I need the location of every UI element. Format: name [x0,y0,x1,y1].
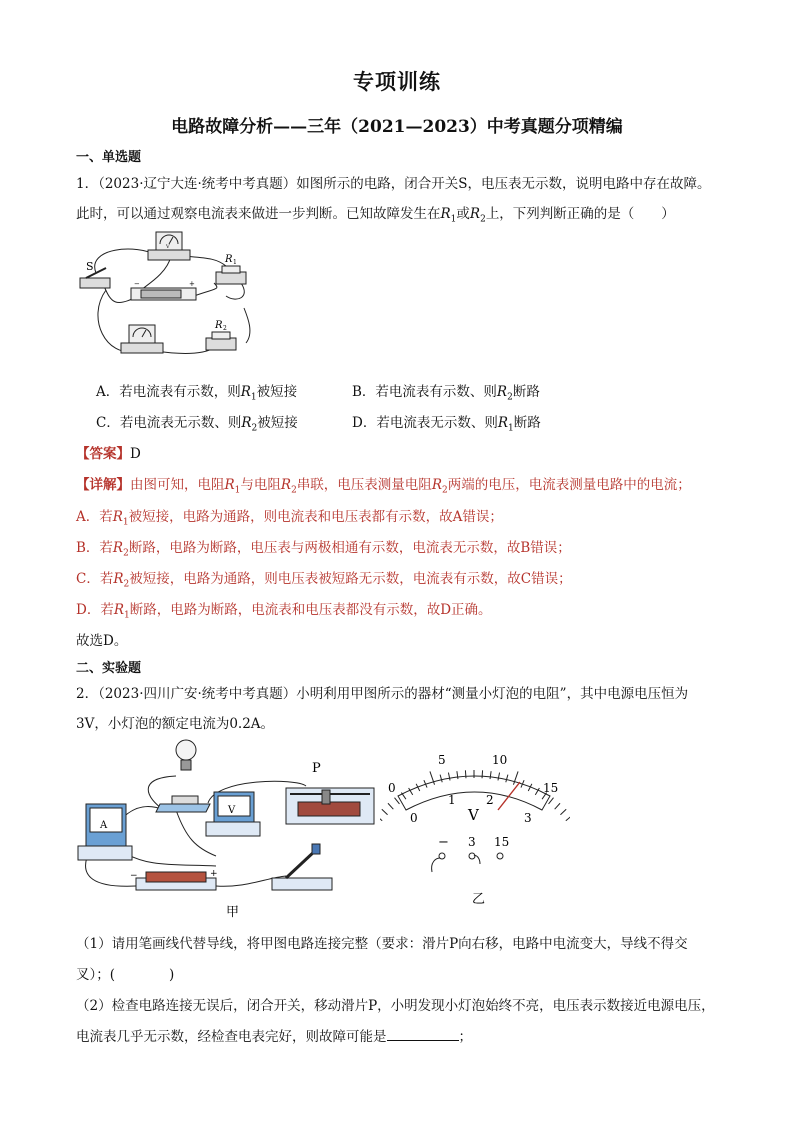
svg-text:−: − [438,835,449,850]
q2-voltmeter-figure-yi [380,748,570,908]
q1-option-b[interactable]: B．若电流表有示数、则$R_2$断路 [352,384,540,403]
svg-text:R: R [215,320,223,331]
svg-text:15: 15 [494,835,510,849]
svg-text:2: 2 [486,793,494,807]
svg-text:15: 15 [543,781,559,795]
q1-explain-c: C．若$R_2$被短接，电路为通路，则电压表被短路无示数，电流表有示数，故C错误； [76,571,572,590]
q2-circuit-figure-jia [76,738,376,920]
dial-tick [382,809,388,815]
svg-text:3: 3 [524,811,532,825]
q2-sub2-line1: （2）检查电路连接无误后，闭合开关，移动滑片P，小明发现小灯泡始终不亮，电压表示数接近电源电压， [76,998,715,1014]
dial-tick [388,803,393,809]
battery-icon [130,869,218,890]
battery-icon [131,280,196,300]
svg-text:S: S [86,260,94,273]
q2-sub1-line2[interactable]: 叉）；( ) [76,967,175,983]
q1-explain-a: A．若$R_1$被短接，电路为通路，则电流表和电压表都有示数，故A错误； [76,509,503,528]
page-title: 专项训练 [353,69,441,94]
dial-tick [560,809,566,815]
rheostat-icon [286,761,374,824]
svg-text:−: − [134,280,140,288]
svg-text:−: − [130,871,138,881]
voltmeter-icon [206,792,260,836]
dial-tick [482,770,483,778]
q1-stem-line2: 此时，可以通过观察电流表来做进一步判断。已知故障发生在$R_1$或$R_2$上，下列判断正确的是（ ） [76,206,675,225]
ammeter-icon [121,325,163,353]
q2-sub1-line1: （1）请用笔画线代替导线，将甲图电路连接完整（要求：滑片P向右移，电路中电流变大，导线不得交 [76,936,688,952]
ammeter-icon [78,804,132,860]
resistor-r2-icon [206,320,236,350]
q1-circuit-figure [76,228,256,363]
svg-text:2: 2 [223,325,227,332]
q2-sub2-line2: 电流表几乎无示数，经检查电表完好，则故障可能是 ； [76,1029,472,1045]
section-heading-single-choice: 一、单选题 [76,150,142,165]
svg-text:V: V [166,244,170,250]
q1-explain-b: B．若$R_2$断路，电路为断路，电压表与两极相通有示数，电流表无示数，故B错误； [76,540,571,559]
q1-stem-line1: 1．（2023·辽宁大连·统考中考真题）如图所示的电路，闭合开关S，电压表无示数，说明电路中存在故障。 [76,176,711,192]
svg-text:甲: 甲 [226,905,240,920]
dial-tick [394,798,399,804]
voltmeter-icon [148,232,190,260]
q1-conclusion: 故选D。 [76,633,128,649]
svg-text:5: 5 [438,753,446,767]
svg-text:+: + [210,869,218,879]
q2-stem-line1: 2．（2023·四川广安·统考中考真题）小明利用甲图所示的器材“测量小灯泡的电阻”，其中电源电压恒为 [76,686,689,702]
svg-text:0: 0 [410,811,418,825]
svg-text:V: V [468,806,479,824]
lamp-icon [156,740,210,812]
svg-text:R: R [225,254,233,265]
q2-stem-line2: 3V，小灯泡的额定电流为0.2A。 [76,716,275,732]
section-heading-experiment: 二、实验题 [76,661,142,676]
svg-text:+: + [189,280,195,288]
svg-text:A: A [100,820,108,831]
page-subtitle: 电路故障分析——三年（2021—2023）中考真题分项精编 [171,117,623,137]
q1-explain-d: D．若$R_1$断路，电路为断路，电流表和电压表都没有示数，故D正确。 [76,602,492,621]
q1-detail: 【详解】由图可知，电阻$R_1$与电阻$R_2$串联，电压表测量电阻$R_2$两端的电压，电流表测量电路中的电流； [76,477,691,496]
svg-text:V: V [228,805,236,816]
q1-option-c[interactable]: C．若电流表无示数、则$R_2$被短接 [96,415,298,434]
dial-tick [549,798,554,804]
svg-text:1: 1 [448,793,456,807]
q1-option-a[interactable]: A．若电流表有示数，则$R_1$被短接 [96,384,298,403]
svg-text:1: 1 [233,259,237,266]
svg-text:乙: 乙 [472,892,486,907]
q1-option-d[interactable]: D．若电流表无示数、则$R_1$断路 [352,415,541,434]
q1-answer: 【答案】D [76,446,141,462]
dial-tick [380,816,382,821]
svg-text:0: 0 [388,781,396,795]
resistor-r1-icon [216,254,246,284]
switch-icon [272,844,332,890]
dial-tick [566,816,570,821]
dial-tick [555,803,560,809]
q2-answer-blank[interactable] [387,1028,459,1041]
svg-text:10: 10 [492,753,508,767]
dial-tick [465,770,466,778]
svg-text:3: 3 [468,835,476,849]
svg-text:P: P [312,761,321,776]
